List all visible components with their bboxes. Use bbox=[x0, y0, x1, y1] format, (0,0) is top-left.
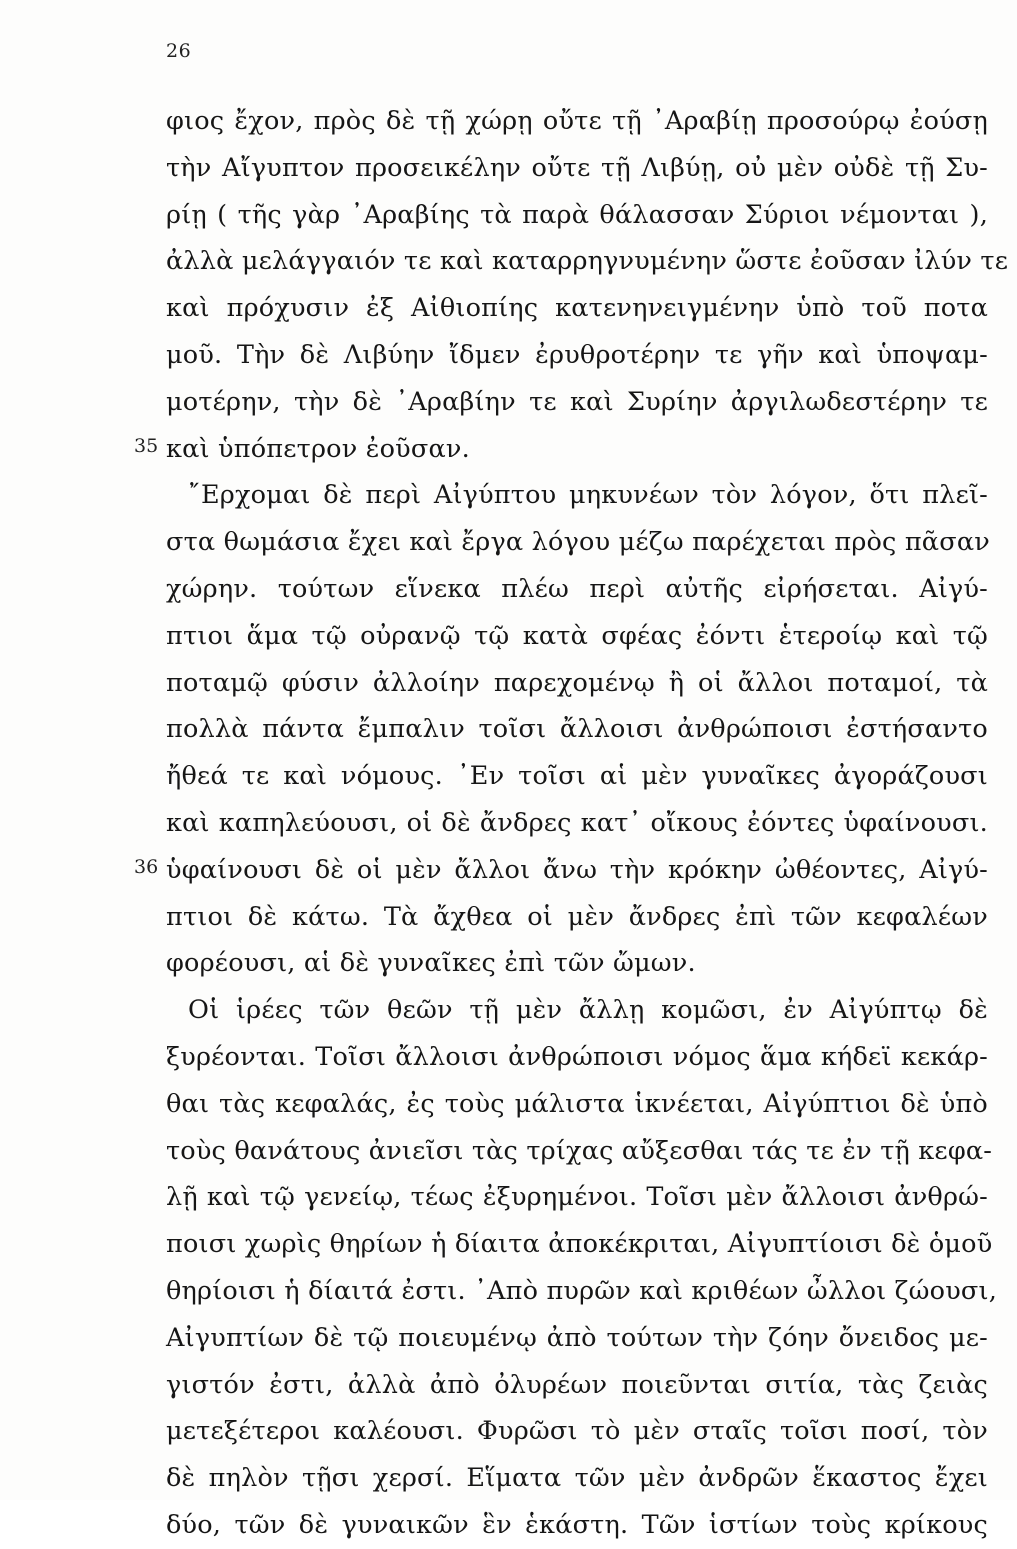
text-line: στα θωμάσια ἔχει καὶ ἔργα λόγου μέζω παρέχεται πρὸς πᾶσαν bbox=[166, 527, 990, 558]
text-line: ρίῃ ( τῆς γὰρ ᾿Αραβίης τὰ παρὰ θάλασσαν Σύριοι νέμονται ), bbox=[166, 199, 988, 230]
text-line: πολλὰ πάντα ἔμπαλιν τοῖσι ἄλλοισι ἀνθρώποισι ἐστήσαντο bbox=[166, 714, 988, 745]
text-line: ὑφαίνουσι δὲ οἱ μὲν ἄλλοι ἄνω τὴν κρόκην ὠθέοντες, Αἰγύ- bbox=[166, 854, 988, 885]
text-line: ποισι χωρὶς θηρίων ἡ δίαιτα ἀποκέκριται, Αἰγυπτίοισι δὲ ὁμοῦ bbox=[166, 1229, 993, 1260]
text-line: φορέουσι, αἱ δὲ γυναῖκες ἐπὶ τῶν ὤμων. bbox=[166, 948, 696, 979]
text-line: ῎Ερχομαι δὲ περὶ Αἰγύπτου μηκυνέων τὸν λόγον, ὅτι πλεῖ- bbox=[188, 480, 988, 511]
text-line: Αἰγυπτίων δὲ τῷ ποιευμένῳ ἀπὸ τούτων τὴν ζόην ὄνειδος με- bbox=[166, 1322, 988, 1353]
text-line: λῇ καὶ τῷ γενείῳ, τέως ἐξυρημένοι. Τοῖσι μὲν ἄλλοισι ἀνθρώ- bbox=[166, 1182, 988, 1213]
chapter-number-36: 36 bbox=[134, 856, 159, 878]
text-line: δύο, τῶν δὲ γυναικῶν ἓν ἑκάστη. Τῶν ἱστίων τοὺς κρίκους bbox=[166, 1509, 988, 1540]
text-line: ποταμῷ φύσιν ἀλλοίην παρεχομένῳ ἢ οἱ ἄλλοι ποταμοί, τὰ bbox=[166, 667, 988, 698]
text-line: καὶ καπηλεύουσι, οἱ δὲ ἄνδρες κατ᾿ οἴκους ἐόντες ὑφαίνουσι. bbox=[166, 807, 988, 838]
text-line: ἤθεά τε καὶ νόμους. ᾿Εν τοῖσι αἱ μὲν γυναῖκες ἀγοράζουσι bbox=[166, 761, 988, 792]
text-line: πτιοι ἅμα τῷ οὐρανῷ τῷ κατὰ σφέας ἐόντι ἑτεροίῳ καὶ τῷ bbox=[166, 620, 988, 651]
text-line: φιος ἔχον, πρὸς δὲ τῇ χώρῃ οὔτε τῇ ᾿Αραβίῃ προσούρῳ ἐούσῃ bbox=[166, 106, 988, 136]
text-line: τὴν Αἴγυπτον προσεικέλην οὔτε τῇ Λιβύῃ, οὐ μὲν οὐδὲ τῇ Συ- bbox=[166, 152, 988, 183]
text-line: Οἱ ἱρέες τῶν θεῶν τῇ μὲν ἄλλῃ κομῶσι, ἐν Αἰγύπτῳ δὲ bbox=[188, 995, 988, 1026]
text-line: μετεξέτεροι καλέουσι. Φυρῶσι τὸ μὲν σταῖς τοῖσι ποσί, τὸν bbox=[166, 1416, 988, 1447]
text-line: ἀλλὰ μελάγγαιόν τε καὶ καταρρηγνυμένην ὥστε ἐοῦσαν ἰλύν τε bbox=[166, 246, 1009, 277]
text-line: θαι τὰς κεφαλάς, ἐς τοὺς μάλιστα ἱκνέεται, Αἰγύπτιοι δὲ ὑπὸ bbox=[166, 1088, 988, 1119]
text-line: καὶ πρόχυσιν ἐξ Αἰθιοπίης κατενηνειγμένην ὑπὸ τοῦ ποτα bbox=[166, 293, 988, 324]
text-line: μοτέρην, τὴν δὲ ᾿Αραβίην τε καὶ Συρίην ἀργιλωδεστέρην τε bbox=[166, 386, 988, 417]
text-line: μοῦ. Τὴν δὲ Λιβύην ἴδμεν ἐρυθροτέρην τε γῆν καὶ ὑποψαμ- bbox=[166, 339, 988, 370]
text-line: θηρίοισι ἡ δίαιτά ἐστι. ᾿Απὸ πυρῶν καὶ κριθέων ὦλλοι ζώουσι, bbox=[166, 1275, 998, 1306]
text-line: γιστόν ἐστι, ἀλλὰ ἀπὸ ὀλυρέων ποιεῦνται σιτία, τὰς ζειὰς bbox=[166, 1369, 988, 1400]
text-line: πτιοι δὲ κάτω. Τὰ ἄχθεα οἱ μὲν ἄνδρες ἐπὶ τῶν κεφαλέων bbox=[166, 901, 988, 932]
page-number: 26 bbox=[166, 40, 192, 62]
text-line: δὲ πηλὸν τῇσι χερσί. Εἵματα τῶν μὲν ἀνδρῶν ἕκαστος ἔχει bbox=[166, 1463, 988, 1494]
text-line: τοὺς θανάτους ἀνιεῖσι τὰς τρίχας αὔξεσθαι τάς τε ἐν τῇ κεφα- bbox=[166, 1135, 993, 1166]
text-line: χώρην. τούτων εἵνεκα πλέω περὶ αὐτῆς εἰρήσεται. Αἰγύ- bbox=[166, 573, 988, 604]
text-line: ξυρέονται. Τοῖσι ἄλλοισι ἀνθρώποισι νόμος ἅμα κήδεϊ κεκάρ- bbox=[166, 1041, 988, 1072]
chapter-number-35: 35 bbox=[134, 435, 159, 457]
body-text bbox=[166, 98, 1009, 1549]
text-line: καὶ ὑπόπετρον ἐοῦσαν. bbox=[166, 433, 470, 464]
